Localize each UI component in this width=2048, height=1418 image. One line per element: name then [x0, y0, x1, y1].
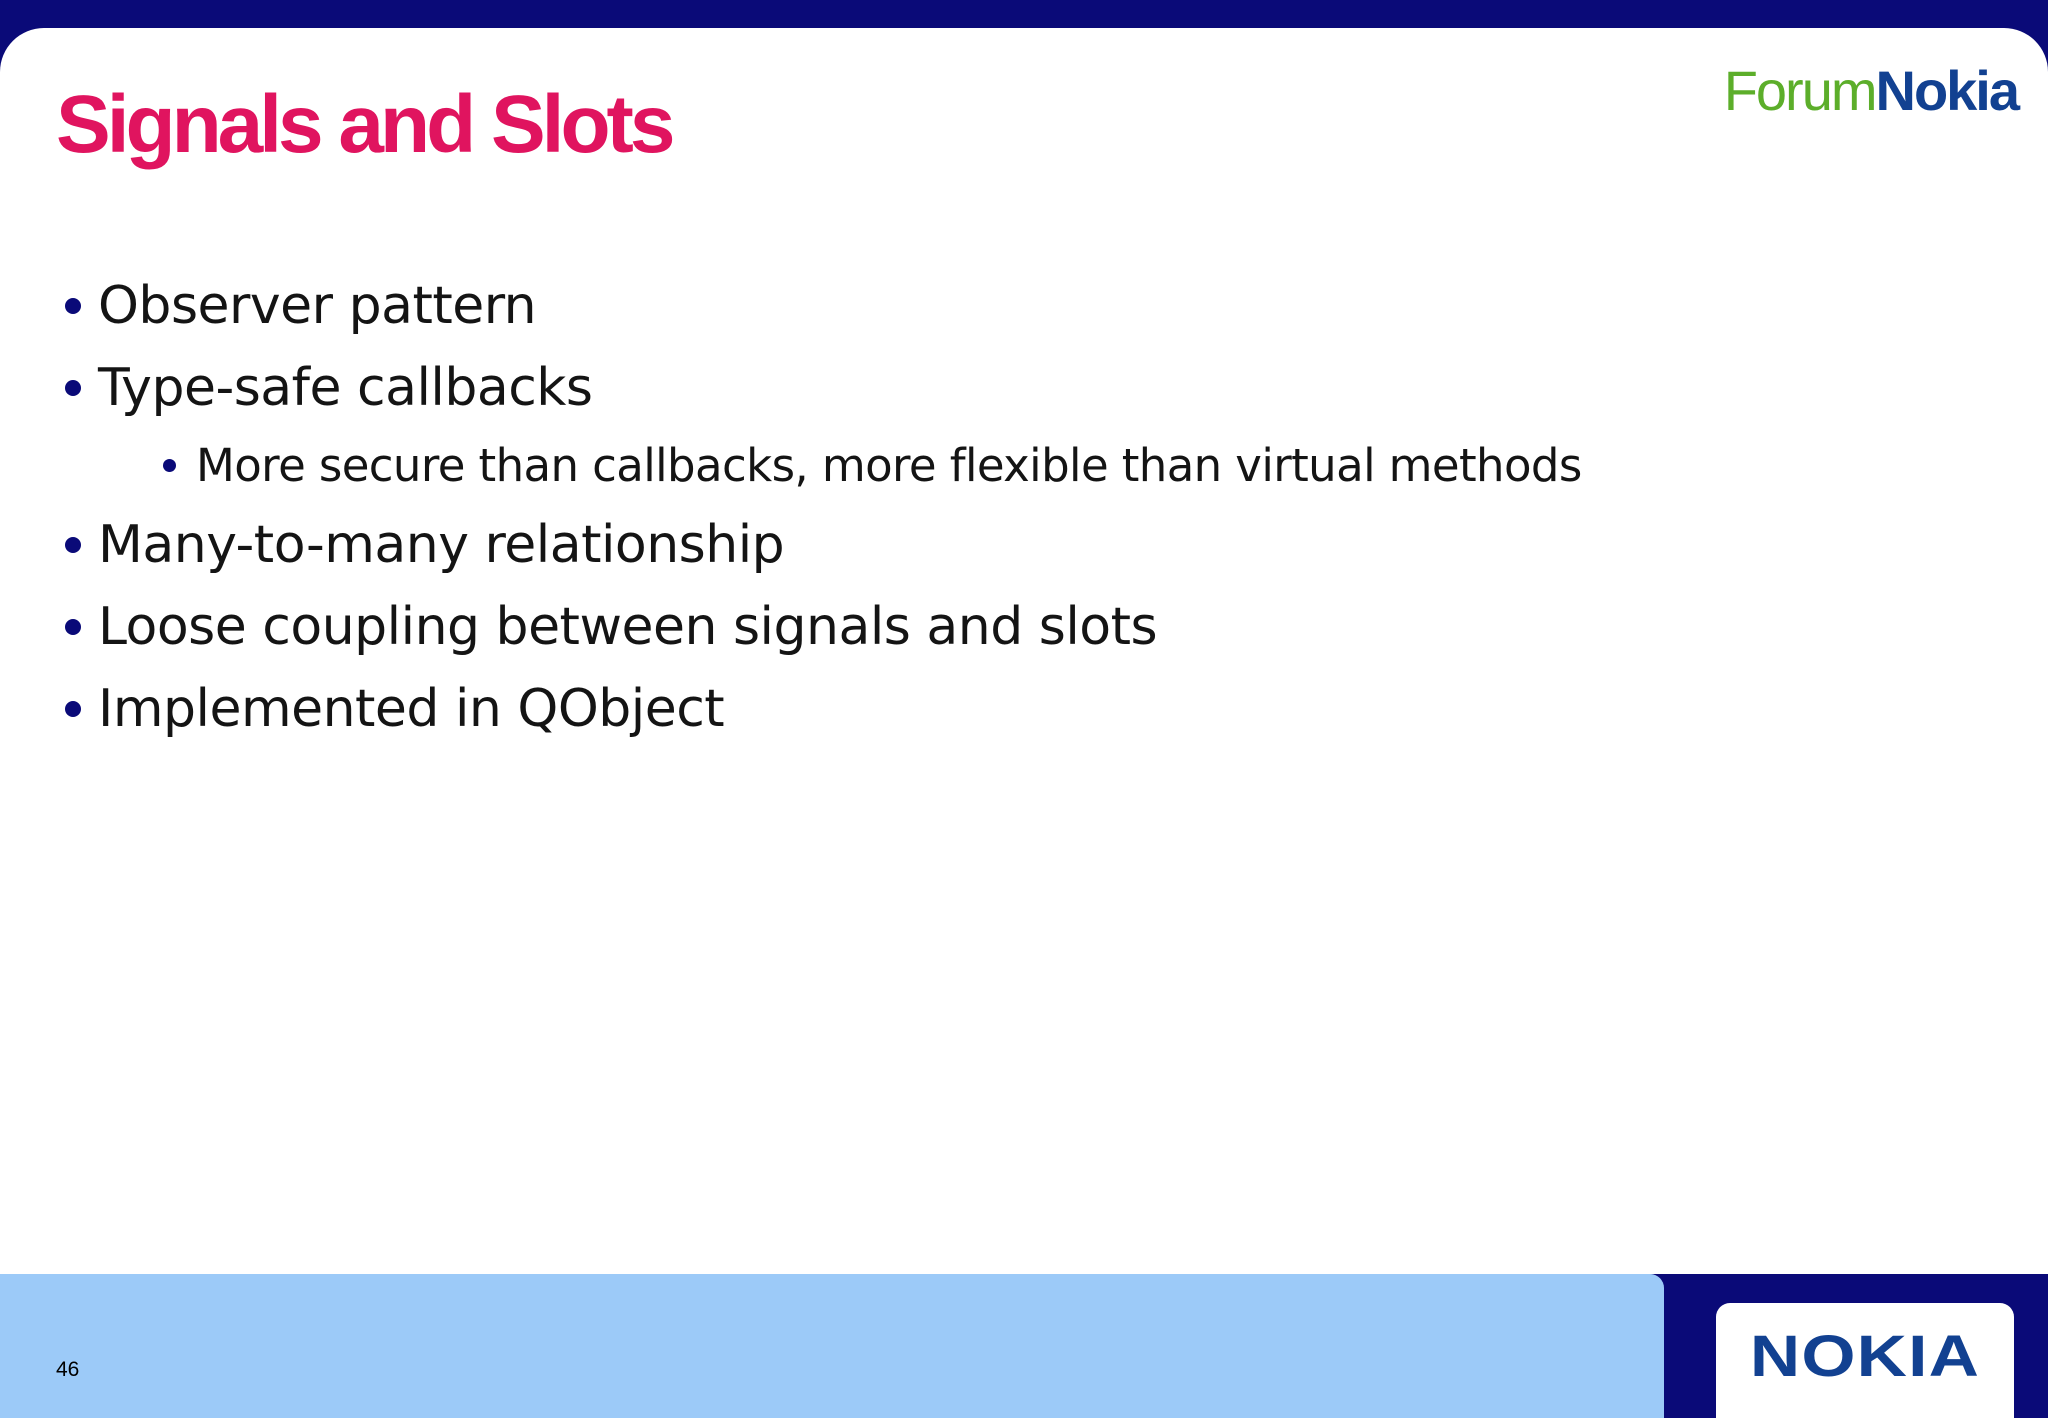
bullet-dot-icon — [65, 298, 81, 314]
bullet-item — [0, 509, 1582, 591]
bullet-dot-icon — [65, 619, 81, 635]
forum-logo-word: Forum — [1723, 59, 1876, 122]
bullet-item — [0, 352, 1582, 434]
nokia-logo-word: Nokia — [1875, 59, 2018, 122]
bullet-item — [0, 591, 1582, 673]
forum-nokia-logo — [1724, 58, 2018, 123]
bullet-list — [0, 270, 1582, 755]
bullet-text: Observer pattern — [98, 276, 537, 336]
bullet-dot-icon — [65, 701, 81, 717]
bullet-item — [0, 673, 1582, 755]
bullet-text: Loose coupling between signals and slots — [98, 597, 1158, 657]
footer-bar — [0, 1274, 1664, 1418]
bullet-item — [0, 270, 1582, 352]
bullet-text: Implemented in QObject — [98, 679, 725, 739]
nokia-logo-box — [1716, 1303, 2014, 1418]
sub-bullet-item — [0, 434, 1582, 509]
bullet-dot-icon — [65, 537, 81, 553]
bullet-dot-icon — [65, 380, 81, 396]
sub-bullet-text: More secure than callbacks, more flexible than virtual methods — [196, 439, 1582, 492]
bullet-dot-icon — [163, 459, 176, 472]
slide-title: Signals and Slots — [56, 79, 672, 170]
bullet-text: Many-to-many relationship — [98, 515, 785, 575]
bullet-text: Type-safe callbacks — [98, 358, 593, 418]
page-number: 46 — [56, 1358, 80, 1381]
nokia-logo: NOKIA — [1749, 1324, 1981, 1389]
